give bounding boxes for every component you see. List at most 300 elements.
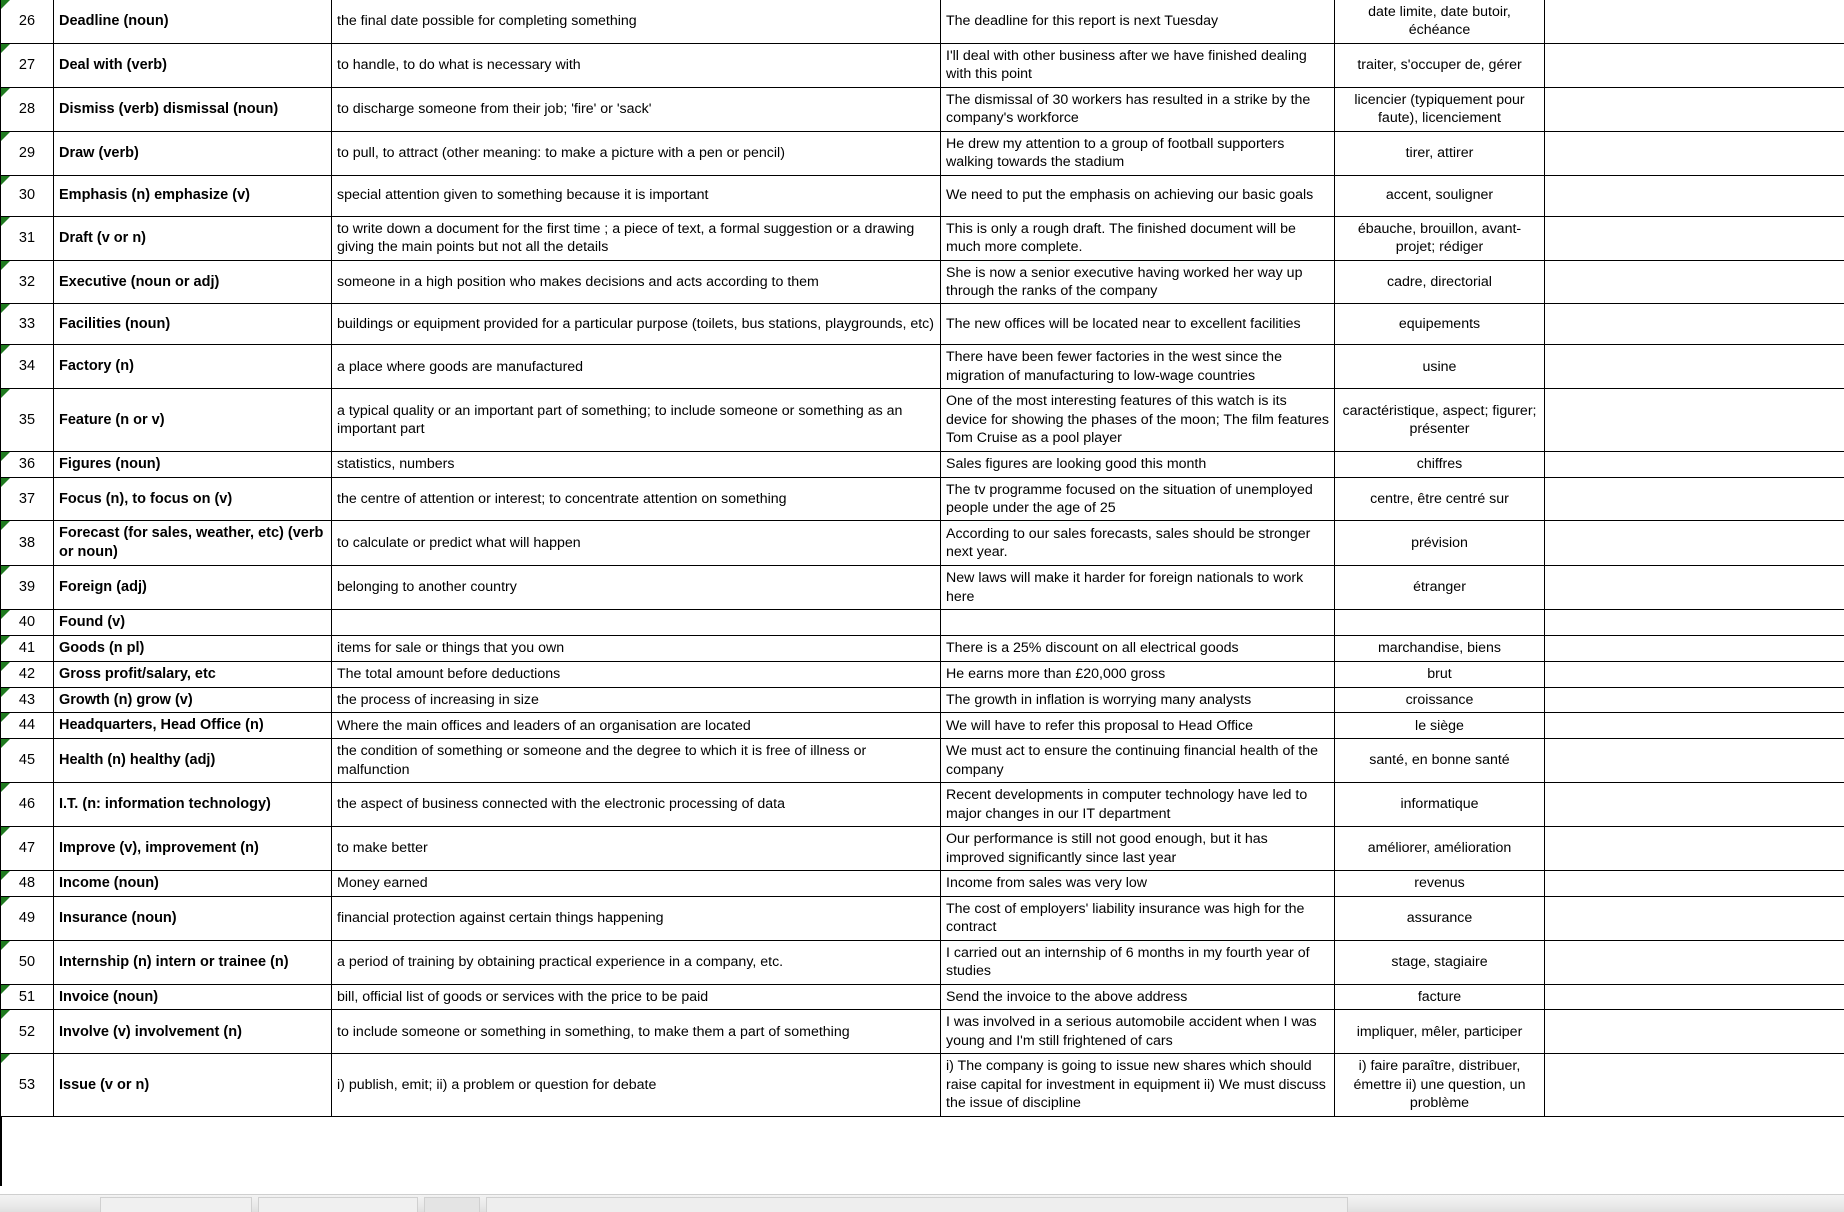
french-cell[interactable]: [1335, 87, 1545, 131]
row-number-cell[interactable]: [1, 661, 54, 687]
table-row[interactable]: [1, 0, 1844, 43]
french-cell[interactable]: [1335, 304, 1545, 345]
term-cell[interactable]: [54, 870, 332, 896]
table-row[interactable]: [1, 131, 1844, 175]
definition-cell[interactable]: [332, 984, 941, 1010]
term-cell[interactable]: [54, 687, 332, 713]
french-text: croissance: [1405, 691, 1474, 708]
row-number-text: 35: [18, 411, 36, 428]
table-row[interactable]: [1, 827, 1844, 871]
table-row[interactable]: [1, 389, 1844, 451]
example-cell[interactable]: [941, 566, 1335, 610]
row-number-cell[interactable]: [1, 451, 54, 477]
row-number-cell[interactable]: [1, 175, 54, 216]
term-cell[interactable]: [54, 984, 332, 1010]
overflow-column-cell[interactable]: [1545, 870, 1844, 896]
row-number-cell[interactable]: [1, 216, 54, 260]
french-text: le siège: [1415, 717, 1464, 734]
table-row[interactable]: [1, 739, 1844, 783]
example-cell[interactable]: [941, 0, 1335, 43]
example-text: Income from sales was very low: [946, 875, 1148, 892]
overflow-column-cell[interactable]: [1545, 739, 1844, 783]
row-number-cell[interactable]: [1, 984, 54, 1010]
row-number-text: 52: [18, 1023, 36, 1040]
comment-indicator-icon: [1, 1010, 10, 1019]
example-cell[interactable]: [941, 1010, 1335, 1054]
french-text: impliquer, mêler, participer: [1356, 1023, 1523, 1040]
row-number-cell[interactable]: [1, 477, 54, 521]
term-cell[interactable]: [54, 1054, 332, 1116]
bottom-toolbar-strip[interactable]: [0, 1186, 1844, 1212]
row-number-text: 27: [18, 56, 36, 73]
overflow-column-cell[interactable]: [1545, 260, 1844, 304]
term-cell[interactable]: [54, 345, 332, 389]
definition-cell[interactable]: [332, 713, 941, 739]
example-text: [941, 619, 1334, 625]
overflow-column-cell[interactable]: [1545, 610, 1844, 636]
table-row[interactable]: [1, 635, 1844, 661]
example-text: There have been fewer factories in the west since the migration of manufacturing to low-wage countries: [946, 349, 1282, 384]
table-row[interactable]: [1, 304, 1844, 345]
comment-indicator-icon: [1, 827, 10, 836]
example-cell[interactable]: [941, 477, 1335, 521]
french-cell[interactable]: [1335, 477, 1545, 521]
definition-text: The total amount before deductions: [337, 665, 561, 682]
toolbar-button-2[interactable]: [258, 1197, 418, 1212]
row-number-cell[interactable]: [1, 687, 54, 713]
row-number-cell[interactable]: [1, 304, 54, 345]
example-text: i) The company is going to issue new shares which should raise capital for investment in equipment ii) We must discuss the issue of discipline: [946, 1058, 1326, 1112]
row-number-cell[interactable]: [1, 827, 54, 871]
comment-indicator-icon: [1, 44, 10, 53]
french-cell[interactable]: [1335, 260, 1545, 304]
row-number-text: 30: [18, 187, 36, 204]
comment-indicator-icon: [1, 1054, 10, 1063]
row-number-text: 51: [18, 988, 36, 1005]
term-cell[interactable]: [54, 896, 332, 940]
term-text: Draw (verb): [59, 144, 139, 161]
definition-cell[interactable]: [332, 827, 941, 871]
definition-text: buildings or equipment provided for a particular purpose (toilets, bus stations, playgrounds, etc): [337, 316, 934, 333]
french-text: brut: [1427, 665, 1452, 682]
definition-cell[interactable]: [332, 661, 941, 687]
term-cell[interactable]: [54, 304, 332, 345]
overflow-column-cell[interactable]: [1545, 713, 1844, 739]
overflow-column-cell[interactable]: [1545, 687, 1844, 713]
row-number-cell[interactable]: [1, 896, 54, 940]
french-cell[interactable]: [1335, 1010, 1545, 1054]
definition-cell[interactable]: [332, 0, 941, 43]
term-text: Income (noun): [59, 874, 159, 891]
french-cell[interactable]: [1335, 1054, 1545, 1116]
overflow-column-cell[interactable]: [1545, 131, 1844, 175]
table-row[interactable]: [1, 940, 1844, 984]
row-number-text: 36: [18, 455, 36, 472]
table-row[interactable]: [1, 345, 1844, 389]
example-cell[interactable]: [941, 870, 1335, 896]
definition-text: the condition of something or someone and the degree to which it is free of illness or malfunction: [337, 743, 867, 778]
example-cell[interactable]: [941, 984, 1335, 1010]
term-cell[interactable]: [54, 451, 332, 477]
definition-cell[interactable]: [332, 940, 941, 984]
term-text: Dismiss (verb) dismissal (noun): [59, 100, 279, 117]
row-number-cell[interactable]: [1, 783, 54, 827]
term-cell[interactable]: [54, 521, 332, 566]
french-cell[interactable]: [1335, 131, 1545, 175]
definition-text: [332, 619, 940, 625]
example-text: There is a 25% discount on all electrical goods: [946, 640, 1239, 657]
term-cell[interactable]: [54, 940, 332, 984]
row-number-text: 42: [18, 665, 36, 682]
french-cell[interactable]: [1335, 610, 1545, 636]
definition-cell[interactable]: [332, 566, 941, 610]
row-number-cell[interactable]: [1, 870, 54, 896]
definition-cell[interactable]: [332, 521, 941, 566]
example-cell[interactable]: [941, 827, 1335, 871]
example-text: He earns more than £20,000 gross: [946, 665, 1166, 682]
french-text: améliorer, amélioration: [1367, 840, 1512, 857]
example-cell[interactable]: [941, 175, 1335, 216]
table-row[interactable]: [1, 713, 1844, 739]
example-cell[interactable]: [941, 713, 1335, 739]
example-cell[interactable]: [941, 260, 1335, 304]
french-text: tirer, attirer: [1405, 144, 1474, 161]
term-text: Invoice (noun): [59, 988, 159, 1005]
example-text: She is now a senior executive having worked her way up through the ranks of the company: [946, 264, 1303, 299]
definition-cell[interactable]: [332, 260, 941, 304]
definition-cell[interactable]: [332, 304, 941, 345]
term-text: Facilities (noun): [59, 316, 171, 333]
french-cell[interactable]: [1335, 870, 1545, 896]
french-text: assurance: [1406, 910, 1473, 927]
row-number-cell[interactable]: [1, 713, 54, 739]
example-text: I was involved in a serious automobile accident when I was young and I'm still frightened of cars: [946, 1014, 1317, 1049]
overflow-column-cell[interactable]: [1545, 566, 1844, 610]
french-cell[interactable]: [1335, 739, 1545, 783]
term-text: Emphasis (n) emphasize (v): [59, 187, 250, 204]
overflow-column-cell[interactable]: [1545, 389, 1844, 451]
example-cell[interactable]: [941, 131, 1335, 175]
row-number-cell[interactable]: [1, 566, 54, 610]
definition-text: statistics, numbers: [337, 455, 455, 472]
overflow-column-cell[interactable]: [1545, 87, 1844, 131]
french-text: prévision: [1411, 535, 1468, 552]
example-cell[interactable]: [941, 1054, 1335, 1116]
row-number-cell[interactable]: [1, 940, 54, 984]
table-row[interactable]: [1, 687, 1844, 713]
toolbar-button-1[interactable]: [100, 1197, 252, 1212]
overflow-column-cell[interactable]: [1545, 1010, 1844, 1054]
term-cell[interactable]: [54, 216, 332, 260]
overflow-column-cell[interactable]: [1545, 783, 1844, 827]
french-cell[interactable]: [1335, 389, 1545, 451]
overflow-column-cell[interactable]: [1545, 940, 1844, 984]
example-text: One of the most interesting features of this watch is its device for showing the phases of the moon; The film features Tom Cruise as a pool player: [946, 393, 1330, 447]
row-number-text: 44: [18, 717, 36, 734]
french-cell[interactable]: [1335, 175, 1545, 216]
french-text: cadre, directorial: [1387, 273, 1492, 290]
term-cell[interactable]: [54, 0, 332, 43]
term-cell[interactable]: [54, 175, 332, 216]
table-row[interactable]: [1, 1054, 1844, 1116]
french-text: centre, être centré sur: [1370, 490, 1509, 507]
definition-cell[interactable]: [332, 739, 941, 783]
example-text: New laws will make it harder for foreign nationals to work here: [946, 570, 1304, 605]
term-cell[interactable]: [54, 661, 332, 687]
french-cell[interactable]: [1335, 940, 1545, 984]
table-row[interactable]: [1, 610, 1844, 636]
term-cell[interactable]: [54, 260, 332, 304]
definition-text: to make better: [337, 840, 428, 857]
french-cell[interactable]: [1335, 43, 1545, 87]
example-cell[interactable]: [941, 521, 1335, 566]
term-text: Involve (v) involvement (n): [59, 1023, 242, 1040]
definition-cell[interactable]: [332, 687, 941, 713]
overflow-column-cell[interactable]: [1545, 345, 1844, 389]
french-cell[interactable]: [1335, 521, 1545, 566]
definition-cell[interactable]: [332, 131, 941, 175]
row-number-text: 37: [18, 490, 36, 507]
french-cell[interactable]: [1335, 783, 1545, 827]
example-cell[interactable]: [941, 687, 1335, 713]
french-cell[interactable]: [1335, 827, 1545, 871]
french-cell[interactable]: [1335, 451, 1545, 477]
row-number-cell[interactable]: [1, 521, 54, 566]
example-cell[interactable]: [941, 635, 1335, 661]
definition-cell[interactable]: [332, 1054, 941, 1116]
comment-indicator-icon: [1, 897, 10, 906]
term-cell[interactable]: [54, 827, 332, 871]
french-cell[interactable]: [1335, 984, 1545, 1010]
example-text: We need to put the emphasis on achieving our basic goals: [946, 187, 1314, 204]
overflow-column-cell[interactable]: [1545, 661, 1844, 687]
comment-indicator-icon: [1, 739, 10, 748]
overflow-column-cell[interactable]: [1545, 896, 1844, 940]
definition-cell[interactable]: [332, 477, 941, 521]
example-text: The cost of employers' liability insurance was high for the contract: [946, 900, 1305, 936]
term-cell[interactable]: [54, 713, 332, 739]
example-cell[interactable]: [941, 739, 1335, 783]
definition-text: financial protection against certain things happening: [337, 910, 664, 927]
row-number-cell[interactable]: [1, 1010, 54, 1054]
row-number-cell[interactable]: [1, 635, 54, 661]
french-cell[interactable]: [1335, 713, 1545, 739]
definition-cell[interactable]: [332, 635, 941, 661]
term-text: Deadline (noun): [59, 13, 169, 30]
example-cell[interactable]: [941, 940, 1335, 984]
term-text: Goods (n pl): [59, 639, 145, 656]
example-cell[interactable]: [941, 783, 1335, 827]
table-row[interactable]: [1, 896, 1844, 940]
example-text: We must act to ensure the continuing financial health of the company: [946, 743, 1318, 778]
term-cell[interactable]: [54, 477, 332, 521]
term-cell[interactable]: [54, 635, 332, 661]
term-text: Issue (v or n): [59, 1076, 150, 1093]
example-cell[interactable]: [941, 610, 1335, 636]
french-cell[interactable]: [1335, 687, 1545, 713]
example-cell[interactable]: [941, 87, 1335, 131]
term-text: Figures (noun): [59, 455, 161, 472]
row-number-cell[interactable]: [1, 87, 54, 131]
toolbar-button-3[interactable]: [424, 1197, 480, 1212]
definition-cell[interactable]: [332, 783, 941, 827]
definition-cell[interactable]: [332, 870, 941, 896]
comment-indicator-icon: [1, 345, 10, 354]
term-cell[interactable]: [54, 131, 332, 175]
french-text: marchandise, biens: [1377, 640, 1502, 657]
overflow-column-cell[interactable]: [1545, 216, 1844, 260]
term-cell[interactable]: [54, 43, 332, 87]
term-text: Insurance (noun): [59, 909, 177, 926]
definition-text: Where the main offices and leaders of an organisation are located: [337, 717, 751, 734]
row-number-cell[interactable]: [1, 1054, 54, 1116]
definition-cell[interactable]: [332, 896, 941, 940]
definition-cell[interactable]: [332, 345, 941, 389]
row-number-cell[interactable]: [1, 610, 54, 636]
comment-indicator-icon: [1, 783, 10, 792]
table-row[interactable]: [1, 451, 1844, 477]
french-text: ébauche, brouillon, avant-projet; rédiger: [1357, 220, 1522, 256]
row-number-text: 29: [18, 144, 36, 161]
table-row[interactable]: [1, 661, 1844, 687]
table-row[interactable]: [1, 1010, 1844, 1054]
row-number-cell[interactable]: [1, 260, 54, 304]
french-cell[interactable]: [1335, 896, 1545, 940]
term-text: Focus (n), to focus on (v): [59, 490, 233, 507]
table-row[interactable]: [1, 521, 1844, 566]
example-cell[interactable]: [941, 389, 1335, 451]
example-text: He drew my attention to a group of football supporters walking towards the stadium: [946, 135, 1285, 171]
comment-indicator-icon: [1, 566, 10, 575]
term-cell[interactable]: [54, 389, 332, 451]
example-cell[interactable]: [941, 43, 1335, 87]
example-cell[interactable]: [941, 345, 1335, 389]
overflow-column-cell[interactable]: [1545, 1054, 1844, 1116]
definition-text: to include someone or something in something, to make them a part of something: [337, 1023, 850, 1040]
french-text: caractéristique, aspect; figurer; présenter: [1342, 402, 1537, 438]
table-row[interactable]: [1, 43, 1844, 87]
table-row[interactable]: [1, 175, 1844, 216]
term-cell[interactable]: [54, 783, 332, 827]
definition-cell[interactable]: [332, 389, 941, 451]
definition-text: i) publish, emit; ii) a problem or question for debate: [337, 1076, 657, 1093]
overflow-column-cell[interactable]: [1545, 451, 1844, 477]
row-number-cell[interactable]: [1, 345, 54, 389]
example-text: Sales figures are looking good this month: [946, 455, 1207, 472]
term-cell[interactable]: [54, 87, 332, 131]
french-text: accent, souligner: [1385, 187, 1494, 204]
example-cell[interactable]: [941, 304, 1335, 345]
overflow-column-cell[interactable]: [1545, 43, 1844, 87]
french-cell[interactable]: [1335, 0, 1545, 43]
table-row[interactable]: [1, 566, 1844, 610]
french-text: revenus: [1414, 875, 1465, 892]
comment-indicator-icon: [1, 941, 10, 950]
row-number-cell[interactable]: [1, 0, 54, 43]
row-number-text: 50: [18, 953, 36, 970]
table-row[interactable]: [1, 87, 1844, 131]
overflow-column-cell[interactable]: [1545, 175, 1844, 216]
term-cell[interactable]: [54, 566, 332, 610]
definition-text: to write down a document for the first time ; a piece of text, a formal suggestion or a drawing giving the main points but not all the details: [337, 220, 915, 256]
overflow-column-cell[interactable]: [1545, 635, 1844, 661]
row-number-text: 33: [18, 316, 36, 333]
table-row[interactable]: [1, 870, 1844, 896]
french-text: informatique: [1400, 796, 1479, 813]
example-text: The deadline for this report is next Tuesday: [946, 13, 1219, 30]
table-row[interactable]: [1, 477, 1844, 521]
french-cell[interactable]: [1335, 635, 1545, 661]
row-number-cell[interactable]: [1, 43, 54, 87]
term-text: Headquarters, Head Office (n): [59, 717, 264, 734]
french-cell[interactable]: [1335, 216, 1545, 260]
overflow-column-cell[interactable]: [1545, 984, 1844, 1010]
definition-cell[interactable]: [332, 610, 941, 636]
example-cell[interactable]: [941, 216, 1335, 260]
example-cell[interactable]: [941, 451, 1335, 477]
table-row[interactable]: [1, 984, 1844, 1010]
term-text: Deal with (verb): [59, 56, 167, 73]
row-number-text: 32: [18, 273, 36, 290]
term-cell[interactable]: [54, 739, 332, 783]
row-number-text: 31: [18, 229, 36, 246]
comment-indicator-icon: [1, 132, 10, 141]
row-number-text: 53: [18, 1076, 36, 1093]
definition-cell[interactable]: [332, 175, 941, 216]
definition-text: belonging to another country: [337, 579, 517, 596]
definition-text: to calculate or predict what will happen: [337, 535, 581, 552]
example-text: The dismissal of 30 workers has resulted in a strike by the company's workforce: [946, 91, 1311, 127]
overflow-column-cell[interactable]: [1545, 304, 1844, 345]
definition-cell[interactable]: [332, 216, 941, 260]
overflow-column-cell[interactable]: [1545, 477, 1844, 521]
table-row[interactable]: [1, 783, 1844, 827]
example-cell[interactable]: [941, 896, 1335, 940]
overflow-column-cell[interactable]: [1545, 0, 1844, 43]
toolbar-button-4[interactable]: [486, 1197, 1348, 1212]
french-text: licencier (typiquement pour faute), licenciement: [1354, 91, 1525, 127]
comment-indicator-icon: [1, 217, 10, 226]
french-cell[interactable]: [1335, 345, 1545, 389]
term-text: Draft (v or n): [59, 229, 146, 246]
definition-text: someone in a high position who makes decisions and acts according to them: [337, 273, 819, 290]
definition-cell[interactable]: [332, 87, 941, 131]
term-text: Foreign (adj): [59, 579, 147, 596]
row-number-cell[interactable]: [1, 131, 54, 175]
row-number-text: 26: [18, 13, 36, 30]
overflow-column-cell[interactable]: [1545, 827, 1844, 871]
row-number-cell[interactable]: [1, 739, 54, 783]
term-cell[interactable]: [54, 610, 332, 636]
row-number-cell[interactable]: [1, 389, 54, 451]
french-cell[interactable]: [1335, 566, 1545, 610]
definition-text: to pull, to attract (other meaning: to make a picture with a pen or pencil): [337, 144, 785, 161]
definition-text: to discharge someone from their job; 'fire' or 'sack': [337, 101, 652, 118]
definition-cell[interactable]: [332, 1010, 941, 1054]
example-cell[interactable]: [941, 661, 1335, 687]
definition-cell[interactable]: [332, 451, 941, 477]
french-cell[interactable]: [1335, 661, 1545, 687]
comment-indicator-icon: [1, 261, 10, 270]
term-cell[interactable]: [54, 1010, 332, 1054]
french-text: étranger: [1413, 579, 1466, 596]
example-text: The growth in inflation is worrying many analysts: [946, 691, 1252, 708]
definition-cell[interactable]: [332, 43, 941, 87]
definition-text: Money earned: [337, 875, 428, 892]
overflow-column-cell[interactable]: [1545, 521, 1844, 566]
table-row[interactable]: [1, 260, 1844, 304]
table-row[interactable]: [1, 216, 1844, 260]
